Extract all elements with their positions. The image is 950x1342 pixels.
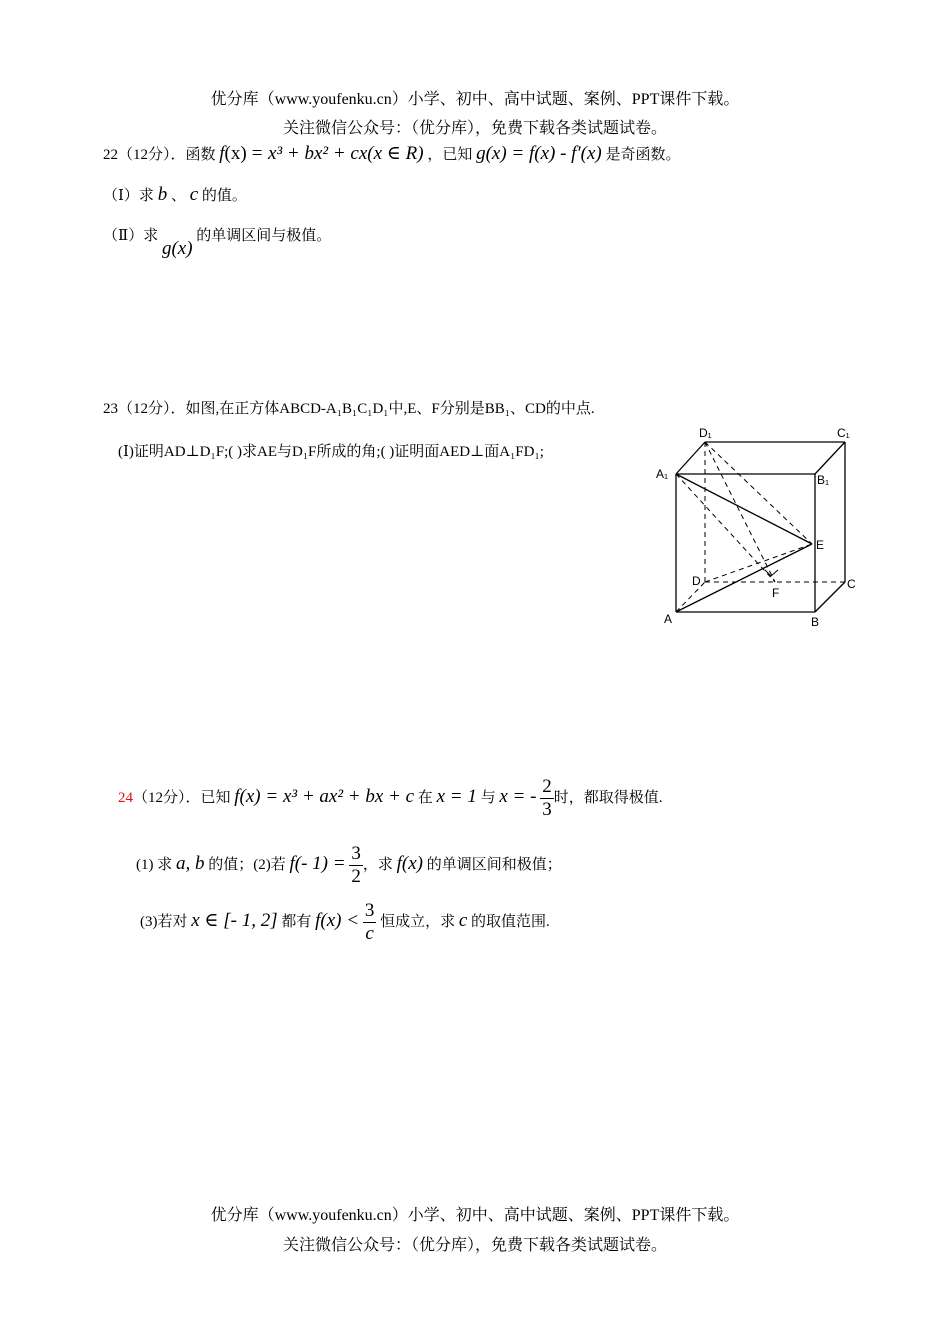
label-c: C [847,577,856,591]
q24-p3-mid2: 恒成立，求 [380,913,456,930]
q24-number: 24 [118,789,133,806]
q24-p3-suffix: 的取值范围. [471,913,550,930]
label-e: E [816,538,825,552]
q22-var-b: b [157,184,168,205]
question-23-parts: (Ⅰ)证明AD⊥D₁F;( )求AE与D₁F所成的角;( )证明面AED⊥面A₁FD₁; [118,444,544,460]
q22-odd: 是奇函数。 [605,147,681,163]
label-b: B [811,615,820,629]
segment-a1-e [676,474,812,544]
label-a: A [664,612,673,626]
q22-var-c: c [189,184,199,205]
label-d1: D₁ [699,426,712,440]
label-f: F [772,586,780,600]
header-line-1: 优分库（www.youfenku.cn）小学、初中、高中试题、案例、PPT课件下载。 [210,91,740,108]
question-24-part-3 [140,900,550,945]
right-angle-mark [765,570,778,576]
edge-a1-d1 [676,442,705,474]
q24-inequality: f(x) < [315,909,360,931]
q22-part1-suffix: 的值。 [201,188,247,204]
q22-intro: 22（12分）．函数 [103,147,216,163]
q24-p2-suffix: 的单调区间和极值； [426,856,562,873]
label-c1: C₁ [837,426,850,440]
q24-f-neg1: f(- 1) = [289,852,346,874]
frac-num: 3 [351,843,361,864]
q24-x-eq-1: x = 1 [436,785,477,807]
frac-num: 2 [542,776,552,797]
q24-fraction-3-2 [349,843,363,888]
q24-p1-prefix: (1) 求 [136,856,173,873]
q22-separator: 、 [170,188,186,204]
q24-and: 与 [480,789,496,806]
q22-part2-suffix: 的单调区间与极值。 [196,228,332,244]
question-22-part-1 [103,184,247,206]
q22-func-f: f [219,143,225,164]
q24-function-definition: f(x) = x³ + ax² + bx + c [234,785,415,807]
q24-intro: （12分）．已知 [133,789,231,806]
q24-domain: x ∈ [- 1, 2] [191,909,278,931]
question-24-stem [118,776,662,821]
frac-den: c [365,923,374,944]
q22-function-rhs: = x³ + bx² + cx(x ∈ R) [250,143,424,164]
q24-ab: a, b [176,852,205,874]
question-22-part-2 [103,224,332,259]
q24-at: 在 [417,789,433,806]
frac-num: 3 [364,900,375,921]
q24-p2-mid: ，求 [362,856,393,873]
q22-gx: g(x) [161,238,193,259]
label-b1: B₁ [817,473,830,487]
q22-paren-x: (x) [224,143,247,164]
segment-d1-e [705,442,812,544]
question-24-parts-1-2 [136,843,562,888]
header-line-2: 关注微信公众号：（优分库），免费下载各类试题试卷。 [282,120,667,137]
label-a1: A₁ [656,467,669,481]
q24-extremum: 时，都取得极值. [553,789,663,806]
q24-x-eq: x = - [499,785,537,807]
footer-line-2: 关注微信公众号：（优分库），免费下载各类试题试卷。 [282,1237,667,1254]
segment-a1-f [676,474,775,582]
q24-fraction-3-c [363,900,377,945]
edge-b-c [815,582,845,612]
label-d: D [692,574,701,588]
footer-line-1: 优分库（www.youfenku.cn）小学、初中、高中试题、案例、PPT课件下载。 [210,1207,740,1224]
q22-part2-prefix: （Ⅱ）求 [103,228,159,244]
q22-g-definition: g(x) = f(x) - f′(x) [476,143,602,164]
question-23-stem: 23（12分）．如图,在正方体ABCD-A₁B₁C₁D₁中,E、F分别是BB₁、CD的中点. [103,401,595,417]
edge-b1-c1 [815,442,845,474]
cube-figure [650,420,870,635]
q24-fx: f(x) [396,852,423,874]
q22-known: ，已知 [427,147,473,163]
frac-den: 2 [351,866,361,887]
q22-part1-prefix: （Ⅰ）求 [103,188,154,204]
q24-p1-mid: 的值；(2)若 [208,856,286,873]
question-22-stem [103,142,680,165]
q24-p3-mid: 都有 [281,913,312,930]
frac-den: 3 [542,799,552,820]
q24-var-c: c [458,909,468,931]
q24-p3-prefix: (3)若对 [140,913,188,930]
q24-fraction-2-3 [540,776,554,821]
